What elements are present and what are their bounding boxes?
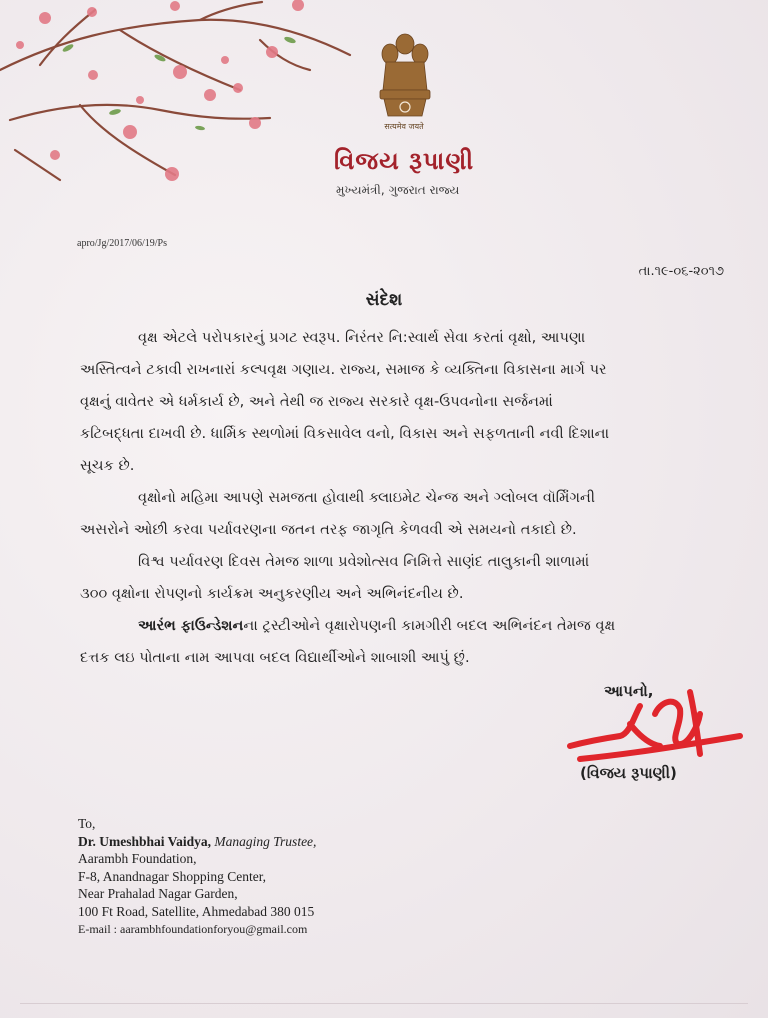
paragraph-4 [80,610,728,674]
body-line: વૃક્ષ એટલે પરોપકારનું પ્રગટ સ્વરૂપ. નિરંતર નિ:સ્વાર્થ સેવા કરતાં વૃક્ષો, આપણા [138,329,586,346]
body-line: વિશ્વ પર્યાવરણ દિવસ તેમજ શાળા પ્રવેશોત્સવ નિમિત્તે સાણંદ તાલુકાની શાળામાં [138,553,590,570]
message-body [80,322,728,674]
address-line: 100 Ft Road, Satellite, Ahmedabad 380 015 [78,903,315,919]
recipient-org: Aarambh Foundation, [78,851,197,867]
sender-title: મુખ્યમંત્રી, ગુજરાત રાજ્ય [336,183,460,197]
body-line: કટિબદ્ધતા દાખવી છે. ધાર્મિક સ્થળોમાં વિકસાવેલ વનો, વિકાસ અને સફળતાની નવી દિશાના [80,425,610,442]
cherry-blossom-branch-decoration [0,0,380,200]
message-heading: સંદેશ [365,290,403,310]
sender-name: વિજય રૂપાણી [334,147,475,175]
paragraph-3 [80,546,728,610]
body-line: અસ્તિત્વને ટકાવી રાખનારાં કલ્પવૃક્ષ ગણાય. રાજ્ય, સમાજ કે વ્યક્તિના વિકાસના માર્ગ પર [80,361,607,378]
recipient-line [78,833,316,851]
state-emblem-icon [372,28,438,136]
closing-salutation: આપનો, [604,682,654,700]
recipient-address [78,815,316,938]
page-edge-line [20,1003,748,1004]
emblem-motto: सत्यमेव जयते [384,122,424,131]
body-line: વૃક્ષનું વાવેતર એ ધર્મકાર્ય છે, અને તેથી જ રાજ્ય સરકારે વૃક્ષ-ઉપવનોના સર્જનમાં [80,393,553,410]
paragraph-1 [80,322,728,482]
address-line: Near Prahalad Nagar Garden, [78,886,238,902]
recipient-email: E-mail : aarambhfoundationforyou@gmail.com [78,921,308,936]
paragraph-2 [80,482,728,546]
signatory-name: (વિજય રૂપાણી) [580,764,677,782]
body-line: વૃક્ષોનો મહિમા આપણે સમજતા હોવાથી ક્લાઇમેટ ચેન્જ અને ગ્લોબલ વૉર્મિંગની [138,489,596,506]
body-line-text: ના ટ્રસ્ટીઓને વૃક્ષારોપણની કામગીરી બદલ અભિનંદન તેમજ વૃક્ષ [243,617,616,634]
reference-number: apro/Jg/2017/06/19/Ps [77,238,168,249]
body-line: ૩૦૦ વૃક્ષોના રોપણનો કાર્યક્રમ અનુકરણીય અને અભિનંદનીય છે. [80,585,464,602]
foundation-name: આરંભ ફાઉન્ડેશન [138,617,244,634]
to-label: To, [78,816,96,831]
recipient-name: Dr. Umeshbhai Vaidya, [78,833,212,849]
body-line: અસરોને ઓછી કરવા પર્યાવરણના જતન તરફ જાગૃતિ કેળવવી એ સમયનો તકાદો છે. [80,521,577,538]
body-line: દત્તક લઇ પોતાના નામ આપવા બદલ વિદ્યાર્થીઓને શાબાશી આપું છું. [80,649,470,666]
body-line: સૂચક છે. [80,457,135,474]
letter-date: તા.૧૯-૦૬-૨૦૧૭ [638,264,724,279]
recipient-role: Managing Trustee, [214,833,317,849]
body-line [80,610,728,642]
address-line: F-8, Anandnagar Shopping Center, [78,868,267,884]
